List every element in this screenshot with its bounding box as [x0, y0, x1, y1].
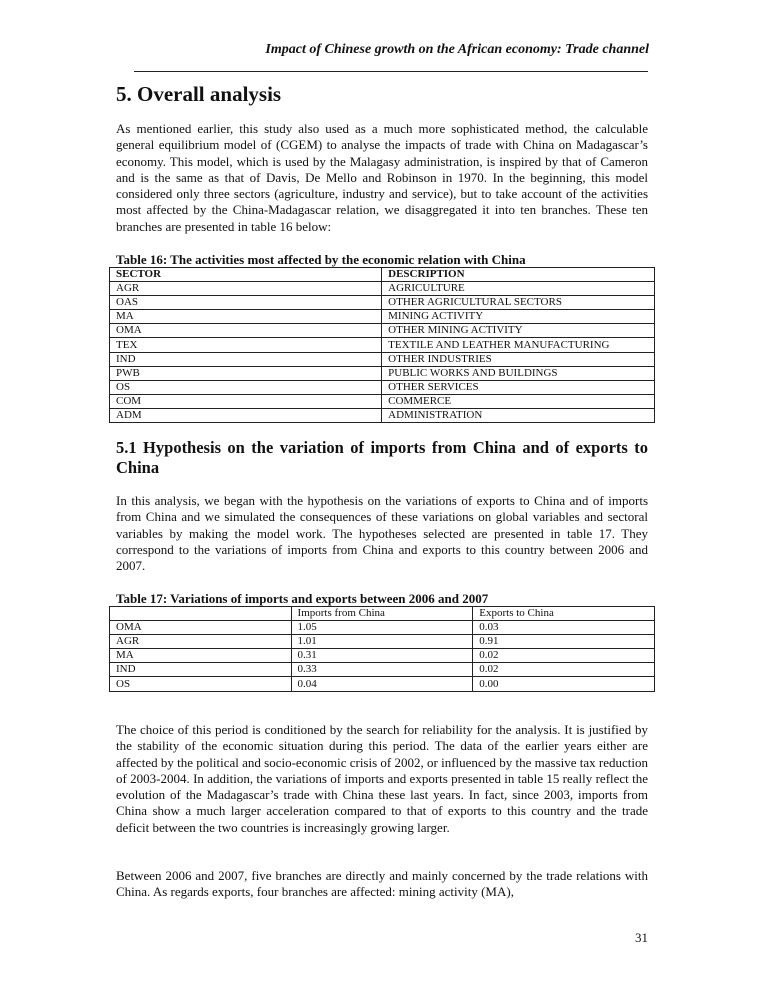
- sector-cell: IND: [110, 352, 382, 366]
- imports-cell: 1.01: [291, 635, 473, 649]
- branches-paragraph: Between 2006 and 2007, five branches are directly and mainly concerned by the trade relations with China. As regards exports, four branches are affected: mining activity (MA),: [116, 868, 648, 900]
- table-row: [110, 324, 655, 338]
- table-row: [110, 296, 655, 310]
- sector-cell: AGR: [110, 282, 382, 296]
- imports-cell: 0.04: [291, 677, 473, 691]
- description-cell: MINING ACTIVITY: [382, 310, 655, 324]
- table17-header-exports: Exports to China: [473, 607, 655, 621]
- description-cell: COMMERCE: [382, 394, 655, 408]
- table-row: [110, 310, 655, 324]
- table17-header-imports: Imports from China: [291, 607, 473, 621]
- table-row: [110, 677, 655, 691]
- description-cell: PUBLIC WORKS AND BUILDINGS: [382, 366, 655, 380]
- description-cell: AGRICULTURE: [382, 282, 655, 296]
- imports-cell: 0.33: [291, 663, 473, 677]
- table17: [109, 606, 655, 692]
- exports-cell: 0.00: [473, 677, 655, 691]
- table16-header-row: [110, 268, 655, 282]
- exports-cell: 0.02: [473, 663, 655, 677]
- imports-cell: 0.31: [291, 649, 473, 663]
- table-row: [110, 282, 655, 296]
- table-row: [110, 380, 655, 394]
- sector-cell: ADM: [110, 408, 382, 422]
- branch-cell: MA: [110, 649, 292, 663]
- table16-header-sector: SECTOR: [110, 268, 382, 282]
- table16: [109, 267, 655, 423]
- subsection-title: 5.1 Hypothesis on the variation of imports from China and of exports to China: [116, 438, 648, 477]
- table-row: [110, 635, 655, 649]
- intro-paragraph: As mentioned earlier, this study also used as a much more sophisticated method, the calculable general equilibrium model of (CGEM) to analyse the impacts of trade with China on Madagascar’s economy. This model, which is used by the Malagasy administration, is inspired by that of Cameron and is the same as that of Davis, De Mello and Robinson in 1970. In the beginning, this model considered only three sectors (agriculture, industry and service), but to take account of the activities most affected by the China-Madagascar relation, we disaggregated it into ten branches. These ten branches are presented in table 16 below:: [116, 121, 648, 234]
- table17-header-row: [110, 607, 655, 621]
- sector-cell: OAS: [110, 296, 382, 310]
- period-paragraph: The choice of this period is conditioned by the search for reliability for the analysis. It is justified by the stability of the economic situation during this period. The data of the earlier years either are affected by the political and socio-economic crisis of 2002, or influenced by the massive tax reduction of 2003-2004. In addition, the variations of imports and exports presented in table 15 really reflect the evolution of the Madagascar’s trade with China these last years. In fact, since 2003, imports from China show a much larger acceleration compared to that of exports to this country and the trade deficit between the two countries is increasingly growing larger.: [116, 722, 648, 835]
- table-row: [110, 621, 655, 635]
- description-cell: OTHER SERVICES: [382, 380, 655, 394]
- description-cell: OTHER MINING ACTIVITY: [382, 324, 655, 338]
- page-number: 31: [635, 930, 648, 945]
- running-header: Impact of Chinese growth on the African economy: Trade channel: [265, 42, 649, 57]
- table-row: [110, 366, 655, 380]
- imports-cell: 1.05: [291, 621, 473, 635]
- branch-cell: IND: [110, 663, 292, 677]
- sector-cell: OS: [110, 380, 382, 394]
- branch-cell: OMA: [110, 621, 292, 635]
- table-row: [110, 408, 655, 422]
- table-row: [110, 663, 655, 677]
- table-row: [110, 649, 655, 663]
- table17-caption: Table 17: Variations of imports and exports between 2006 and 2007: [116, 591, 489, 606]
- sector-cell: COM: [110, 394, 382, 408]
- exports-cell: 0.03: [473, 621, 655, 635]
- exports-cell: 0.91: [473, 635, 655, 649]
- branch-cell: OS: [110, 677, 292, 691]
- description-cell: TEXTILE AND LEATHER MANUFACTURING: [382, 338, 655, 352]
- table-row: [110, 338, 655, 352]
- branch-cell: AGR: [110, 635, 292, 649]
- table16-header-description: DESCRIPTION: [382, 268, 655, 282]
- table-row: [110, 352, 655, 366]
- description-cell: OTHER INDUSTRIES: [382, 352, 655, 366]
- table16-caption: Table 16: The activities most affected by the economic relation with China: [116, 252, 526, 267]
- sector-cell: OMA: [110, 324, 382, 338]
- hypothesis-paragraph: In this analysis, we began with the hypothesis on the variations of exports to China and of imports from China and we simulated the consequences of these variations on global variables and sectoral variables by making the model work. The hypotheses selected are presented in table 17. They correspond to the variations of imports from China and exports to this country between 2006 and 2007.: [116, 493, 648, 574]
- sector-cell: TEX: [110, 338, 382, 352]
- exports-cell: 0.02: [473, 649, 655, 663]
- sector-cell: MA: [110, 310, 382, 324]
- table-row: [110, 394, 655, 408]
- description-cell: ADMINISTRATION: [382, 408, 655, 422]
- header-rule: [134, 71, 648, 72]
- table17-header-empty: [110, 607, 292, 621]
- description-cell: OTHER AGRICULTURAL SECTORS: [382, 296, 655, 310]
- sector-cell: PWB: [110, 366, 382, 380]
- section-title: 5. Overall analysis: [116, 82, 282, 106]
